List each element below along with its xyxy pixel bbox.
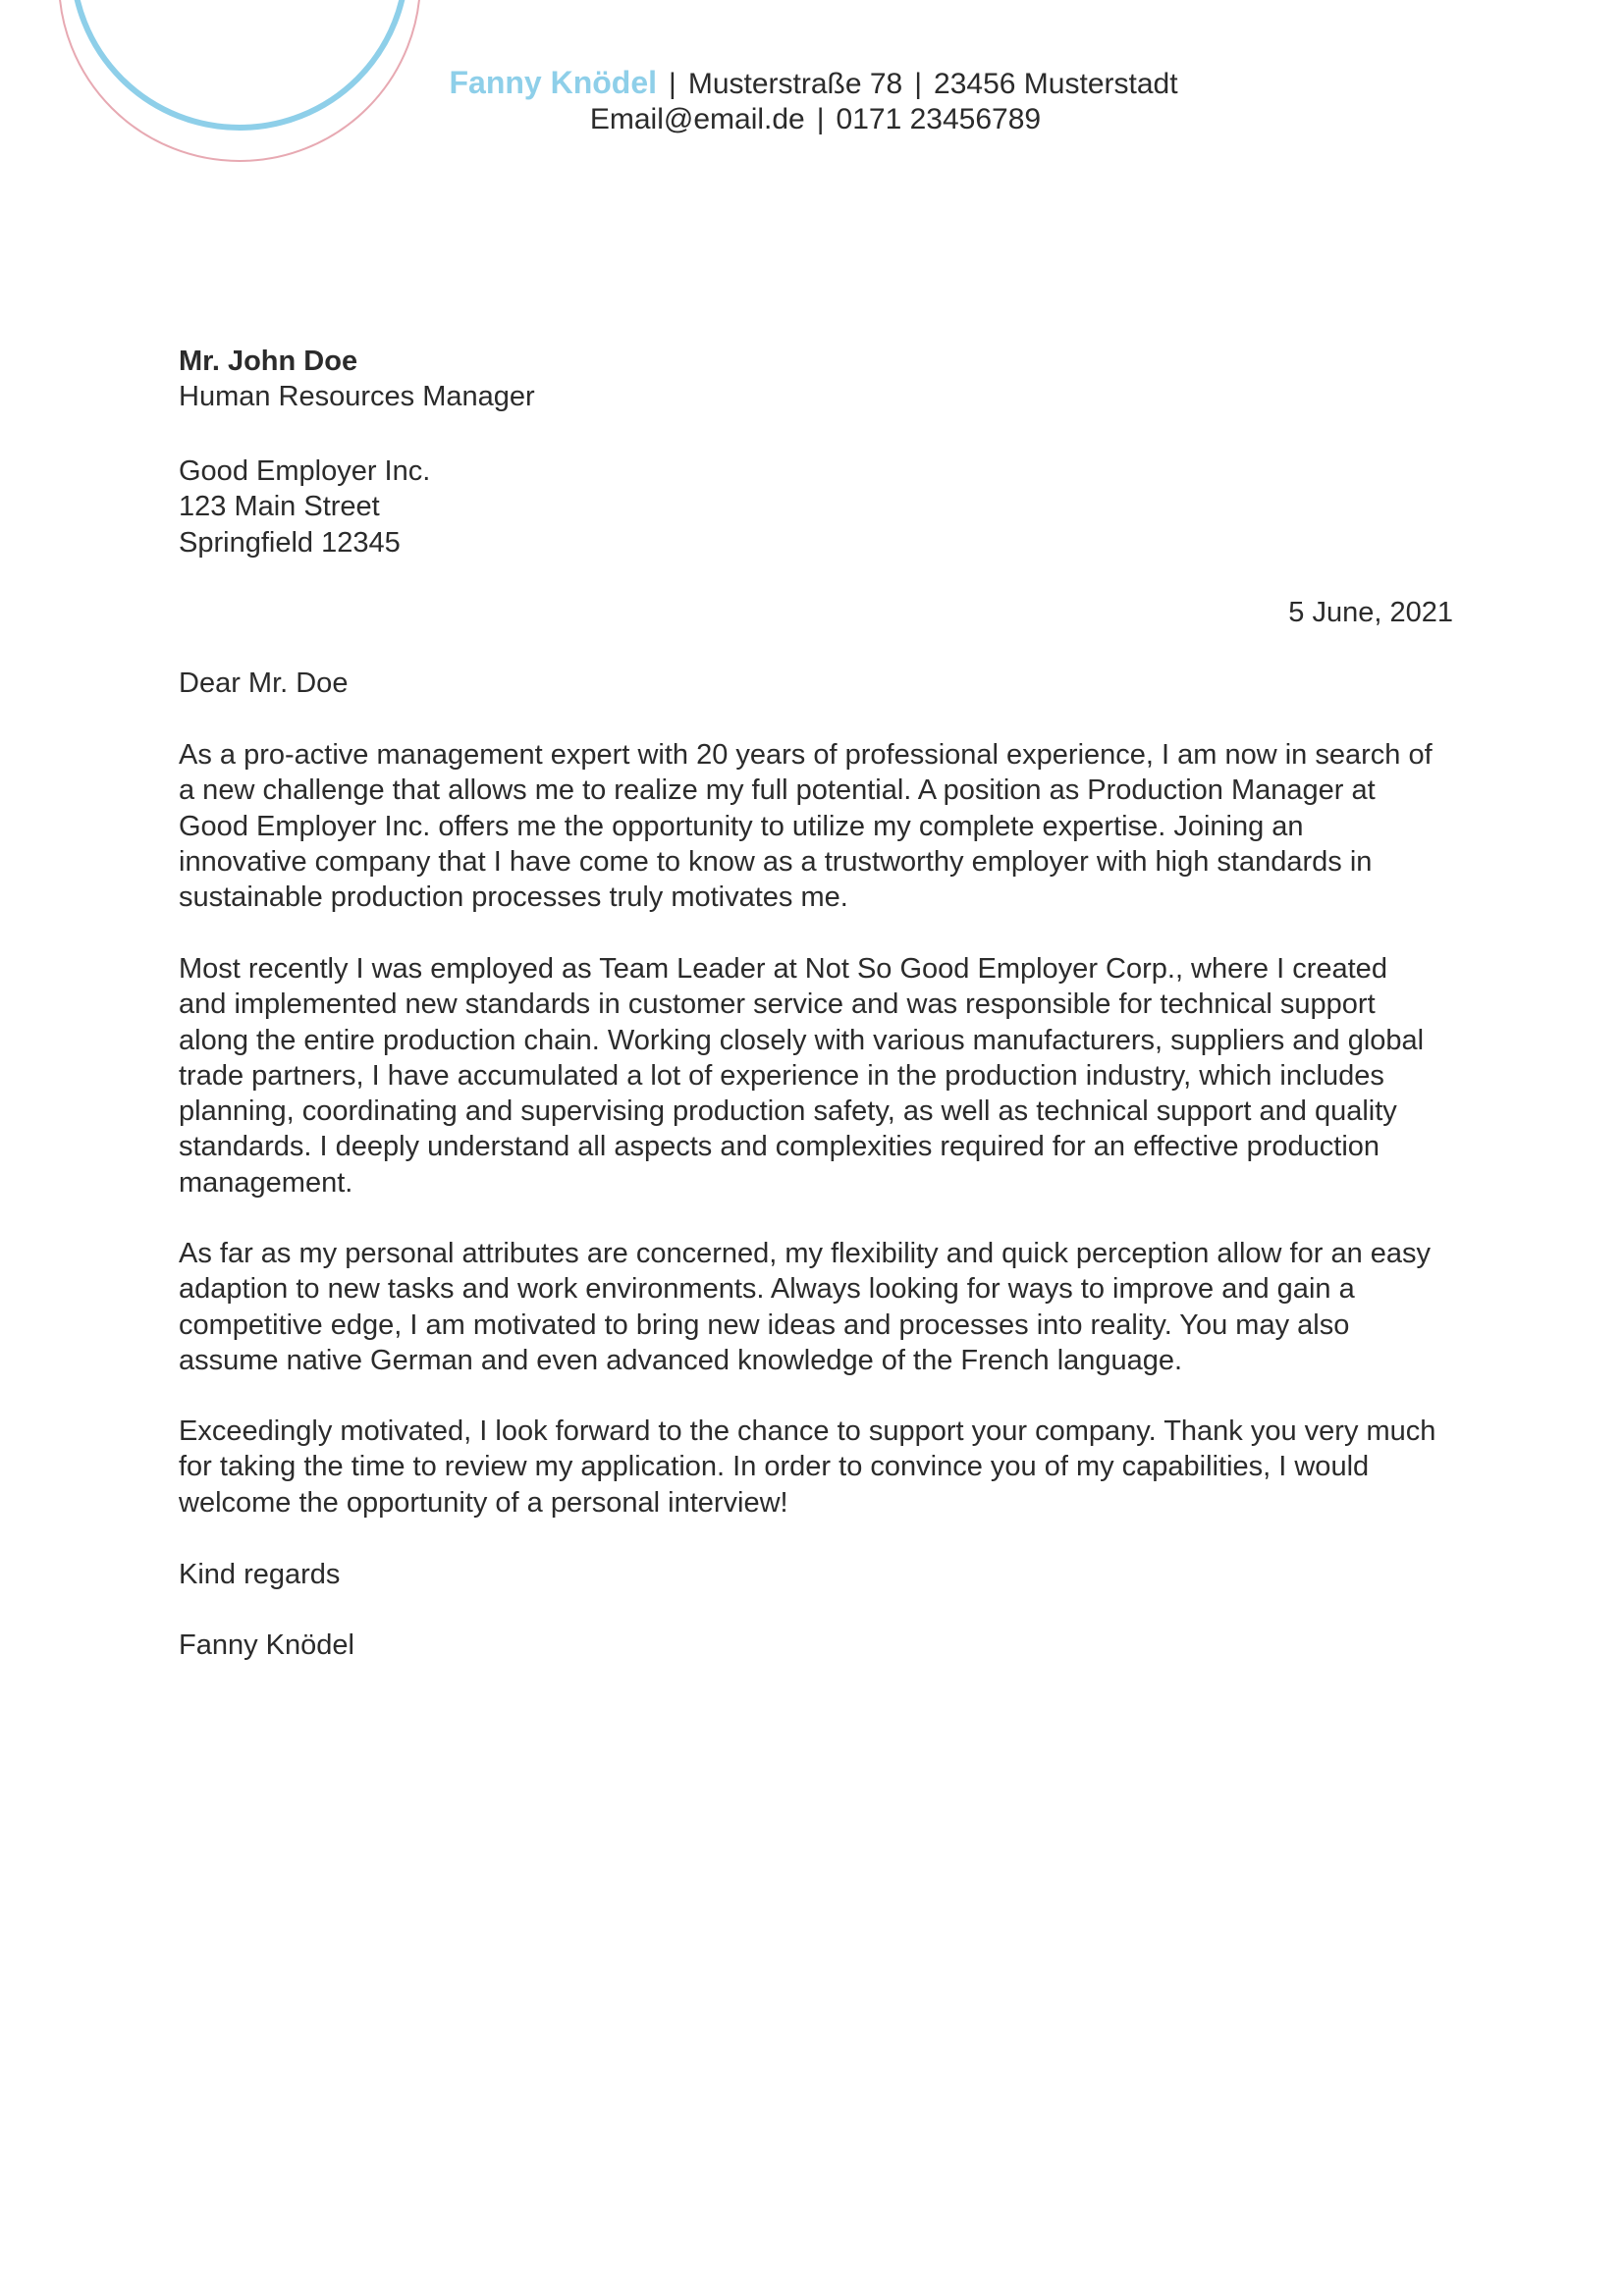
- paragraph-line: adaption to new tasks and work environments. Always looking for ways to improve and gain a: [179, 1273, 1355, 1306]
- signature: Fanny Knödel: [179, 1629, 354, 1661]
- paragraph-line: sustainable production processes truly motivates me.: [179, 881, 848, 914]
- body-paragraph-3: [179, 1236, 1455, 1378]
- paragraph-line: along the entire production chain. Working closely with various manufacturers, suppliers and global: [179, 1024, 1425, 1056]
- sender-street: Musterstraße 78: [687, 68, 903, 100]
- recipient-name: Mr. John Doe: [179, 346, 358, 377]
- closing: Kind regards: [179, 1559, 341, 1590]
- paragraph-line: Exceedingly motivated, I look forward to the chance to support your company. Thank you very much: [179, 1415, 1436, 1447]
- recipient-title: Human Resources Manager: [179, 381, 535, 413]
- paragraph-line: planning, coordinating and supervising production safety, as well as technical support and quality: [179, 1095, 1397, 1128]
- sender-header-line-1: [0, 65, 1623, 102]
- paragraph-line: trade partners, I have accumulated a lot of experience in the production industry, which includes: [179, 1059, 1384, 1092]
- paragraph-line: management.: [179, 1166, 353, 1199]
- recipient-street: 123 Main Street: [179, 491, 380, 523]
- sender-name: Fanny Knödel: [449, 65, 658, 100]
- body-paragraph-1: [179, 737, 1455, 915]
- separator: |: [669, 68, 676, 100]
- paragraph-line: competitive edge, I am motivated to bring new ideas and processes into reality. You may also: [179, 1308, 1350, 1341]
- paragraph-line: and implemented new standards in customer service and was responsible for technical support: [179, 988, 1376, 1021]
- salutation: Dear Mr. Doe: [179, 667, 349, 699]
- letter-date: 5 June, 2021: [1288, 597, 1453, 628]
- paragraph-line: welcome the opportunity of a personal interview!: [179, 1486, 788, 1519]
- recipient-company: Good Employer Inc.: [179, 455, 431, 487]
- recipient-address: [179, 454, 1455, 561]
- sender-phone: 0171 23456789: [836, 103, 1042, 135]
- paragraph-line: a new challenge that allows me to realize my full potential. A position as Production Manager at: [179, 774, 1376, 807]
- paragraph-line: innovative company that I have come to know as a trustworthy employer with high standards in: [179, 845, 1373, 878]
- body-paragraph-4: [179, 1414, 1455, 1521]
- body-paragraph-2: [179, 951, 1455, 1201]
- paragraph-line: Good Employer Inc. offers me the opportunity to utilize my complete expertise. Joining an: [179, 810, 1304, 842]
- paragraph-line: for taking the time to review my application. In order to convince you of my capabilities, I would: [179, 1451, 1370, 1483]
- paragraph-line: Most recently I was employed as Team Leader at Not So Good Employer Corp., where I created: [179, 953, 1387, 985]
- paragraph-line: As a pro-active management expert with 20 years of professional experience, I am now in search of: [179, 739, 1433, 771]
- sender-city: 23456 Musterstadt: [934, 68, 1178, 100]
- paragraph-line: As far as my personal attributes are concerned, my flexibility and quick perception allow for an easy: [179, 1238, 1432, 1269]
- sender-email: Email@email.de: [589, 103, 805, 135]
- paragraph-line: standards. I deeply understand all aspects and complexities required for an effective production: [179, 1131, 1380, 1163]
- recipient-city: Springfield 12345: [179, 526, 401, 559]
- separator: |: [816, 103, 825, 135]
- recipient-block: [179, 344, 1455, 415]
- sender-header-line-2: [0, 102, 1623, 137]
- paragraph-line: assume native German and even advanced knowledge of the French language.: [179, 1344, 1183, 1376]
- separator: |: [914, 68, 923, 100]
